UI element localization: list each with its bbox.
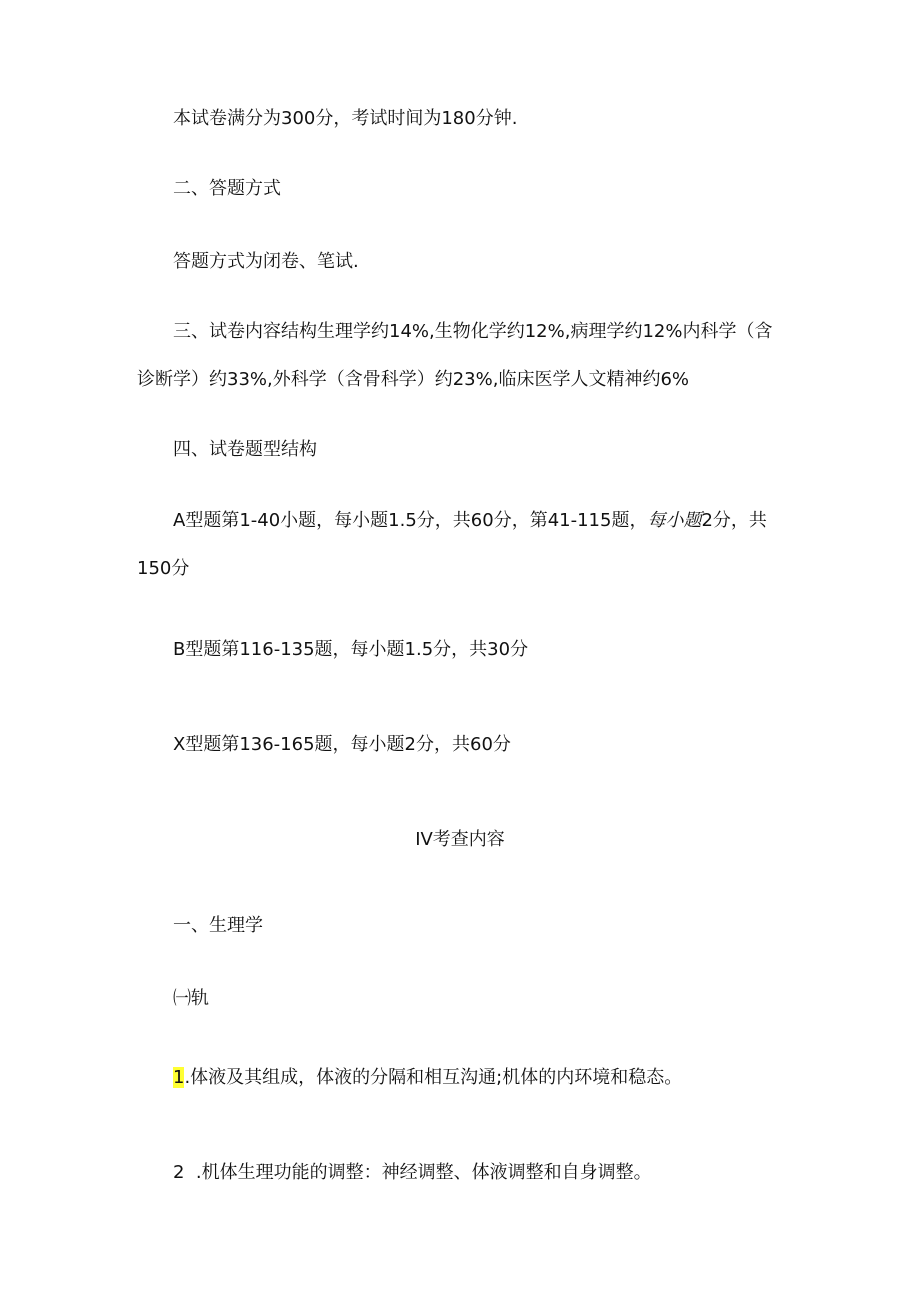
content-structure-line-1: 三、试卷内容结构生理学约14%,生物化学约12%,病理学约12%内科学（含 xyxy=(173,321,773,342)
item-2: 2 .机体生理功能的调整：神经调整、体液调整和自身调整。 xyxy=(173,1162,652,1183)
item-1 xyxy=(173,1066,682,1090)
answer-method-heading: 二、答题方式 xyxy=(173,178,281,199)
section-title: IV考查内容 xyxy=(415,829,505,850)
content-structure-line-2: 诊断学）约33%,外科学（含骨科学）约23%,临床医学人文精神约6% xyxy=(137,369,690,390)
exam-score-paragraph: 本试卷满分为300分，考试时间为180分钟. xyxy=(173,108,518,129)
question-type-heading: 四、试卷题型结构 xyxy=(173,439,317,460)
answer-method-paragraph: 答题方式为闭卷、笔试. xyxy=(173,251,359,272)
type-a-line-2: 150分 xyxy=(137,558,190,579)
type-a-text-italic: 每小题 xyxy=(647,510,702,531)
type-a-text-a: A型题第1-40小题，每小题1.5分，共60分，第41-115题， xyxy=(173,510,648,531)
item-1-number-highlight: 1 xyxy=(173,1067,185,1088)
type-a-line-1 xyxy=(173,509,767,533)
type-x-paragraph: X型题第136-165题，每小题2分，共60分 xyxy=(173,734,511,755)
type-b-paragraph: B型题第116-135题，每小题1.5分，共30分 xyxy=(173,639,529,660)
type-a-text-c: 2分，共 xyxy=(701,510,767,531)
subsection-marker: ㈠轨 xyxy=(173,988,209,1009)
physiology-heading: 一、生理学 xyxy=(173,915,263,936)
item-1-text: .体液及其组成，体液的分隔和相互沟通;机体的内环境和稳态。 xyxy=(184,1067,683,1088)
